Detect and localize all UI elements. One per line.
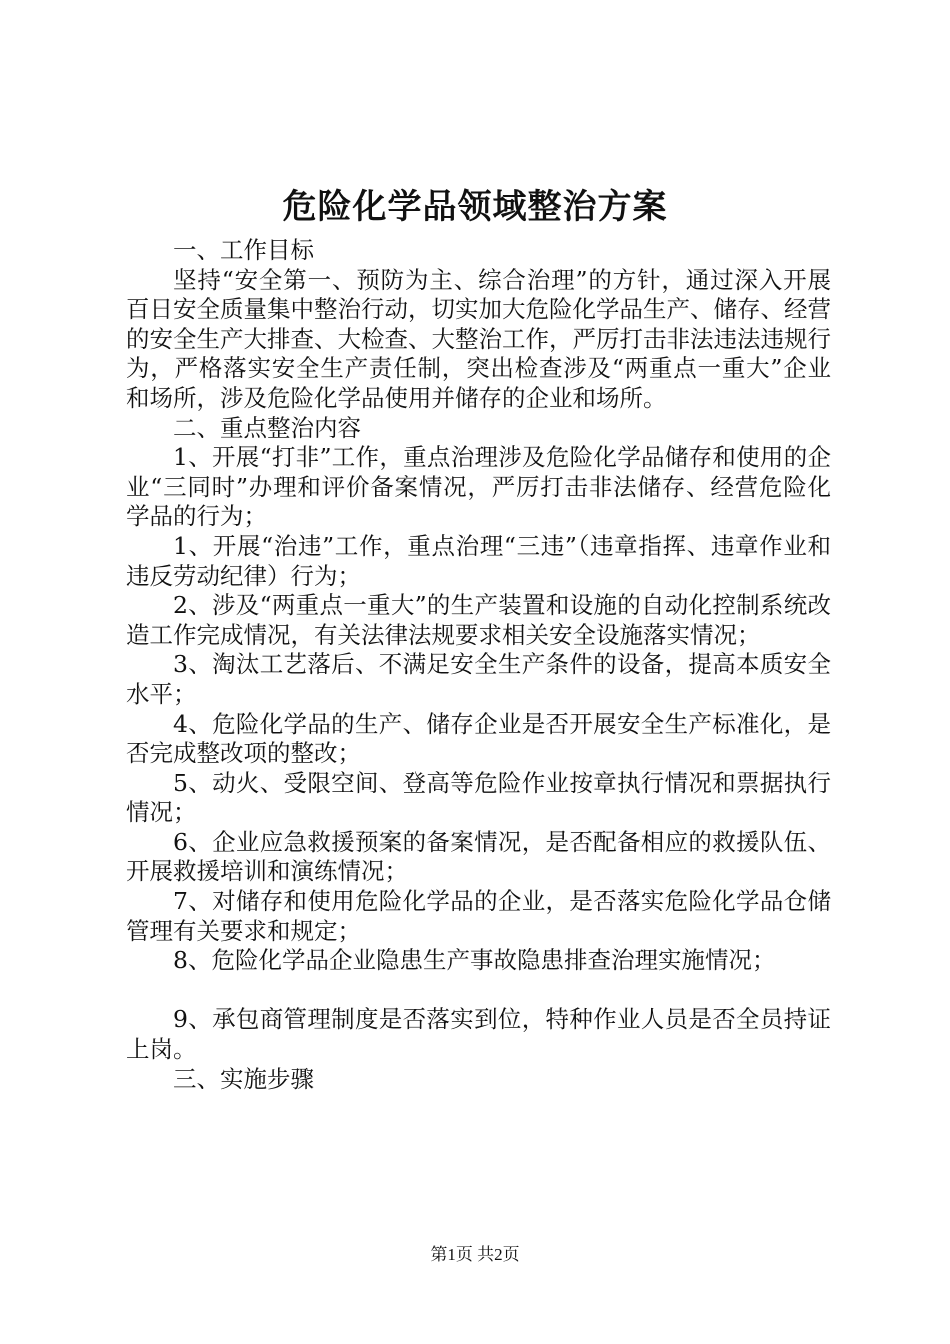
list-item: 6、企业应急救援预案的备案情况，是否配备相应的救援队伍、开展救援培训和演练情况； (126, 827, 831, 886)
page-footer: 第1页 共2页 (430, 1245, 520, 1264)
paragraph-work-goal: 坚持“安全第一、预防为主、综合治理”的方针，通过深入开展百日安全质量集中整治行动，切实加大危险化学品生产、储存、经营的安全生产大排查、大检查、大整治工作，严厉打击非法违法违规行为，严格落实安全生产责任制，突出检查涉及“两重点一重大”企业和场所，涉及危险化学品使用并储存的企业和场所。 (126, 265, 831, 412)
list-item: 1、开展“治违”工作，重点治理“三违”（违章指挥、违章作业和违反劳动纪律）行为； (126, 531, 831, 590)
document-body (126, 236, 831, 1094)
section-heading-work-goal: 一、工作目标 (173, 236, 314, 264)
list-item: 4、危险化学品的生产、储存企业是否开展安全生产标准化，是否完成整改项的整改； (126, 709, 831, 768)
list-item: 3、淘汰工艺落后、不满足安全生产条件的设备，提高本质安全水平； (126, 650, 831, 708)
section-heading-key-content: 二、重点整治内容 (173, 413, 361, 442)
list-item: 7、对储存和使用危险化学品的企业，是否落实危险化学品仓储管理有关要求和规定； (126, 887, 831, 945)
list-item: 2、涉及“两重点一重大”的生产装置和设施的自动化控制系统改造工作完成情况，有关法律法规要求相关安全设施落实情况； (126, 591, 831, 649)
list-item: 5、动火、受限空间、登高等危险作业按章执行情况和票据执行情况； (126, 768, 831, 827)
section-heading-implementation-steps: 三、实施步骤 (173, 1064, 314, 1093)
list-item: 1、开展“打非”工作，重点治理涉及危险化学品储存和使用的企业“三同时”办理和评价备案情况，严厉打击非法储存、经营危险化学品的行为； (126, 443, 831, 531)
document-title: 危险化学品领域整治方案 (282, 187, 668, 227)
list-item: 8、危险化学品企业隐患生产事故隐患排查治理实施情况； (173, 946, 776, 975)
list-item: 9、承包商管理制度是否落实到位，特种作业人员是否全员持证上岗。 (126, 1005, 831, 1064)
